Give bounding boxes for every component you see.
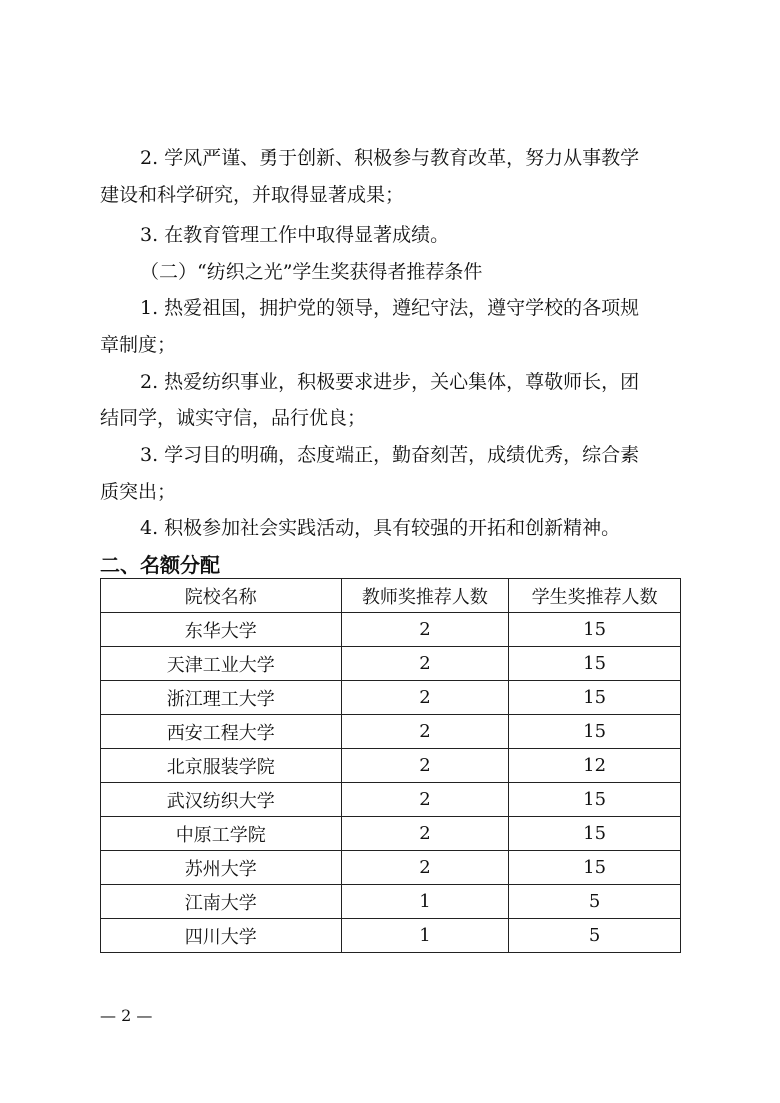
paragraph-line: 建设和科学研究，并取得显著成果；: [100, 184, 405, 206]
cell-school-name: 江南大学: [101, 885, 342, 919]
cell-student-quota: 12: [509, 749, 681, 783]
cell-teacher-quota: 2: [341, 647, 509, 681]
cell-teacher-quota: 2: [341, 681, 509, 715]
quota-table: [100, 578, 681, 953]
cell-student-quota: 15: [509, 783, 681, 817]
cell-teacher-quota: 2: [341, 851, 509, 885]
table-row: [101, 919, 681, 953]
cell-teacher-quota: 2: [341, 715, 509, 749]
paragraph-line: 章制度；: [100, 334, 177, 356]
cell-teacher-quota: 2: [341, 613, 509, 647]
cell-teacher-quota: 2: [341, 817, 509, 851]
cell-teacher-quota: 1: [341, 919, 509, 953]
table-row: [101, 681, 681, 715]
paragraph-line: 结同学，诚实守信，品行优良；: [100, 407, 367, 429]
cell-school-name: 武汉纺织大学: [101, 783, 342, 817]
column-header-student-quota: 学生奖推荐人数: [509, 579, 681, 613]
page-number: — 2 —: [100, 1006, 153, 1025]
cell-teacher-quota: 2: [341, 749, 509, 783]
column-header-teacher-quota: 教师奖推荐人数: [341, 579, 509, 613]
cell-student-quota: 5: [509, 919, 681, 953]
paragraph-line: 质突出；: [100, 481, 177, 503]
paragraph-line: 3. 在教育管理工作中取得显著成绩。: [140, 224, 450, 246]
table-row: [101, 885, 681, 919]
paragraph-line: 2. 热爱纺织事业，积极要求进步，关心集体，尊敬师长，团: [140, 371, 640, 393]
cell-student-quota: 15: [509, 817, 681, 851]
paragraph-line: 3. 学习目的明确，态度端正，勤奋刻苦，成绩优秀，综合素: [140, 444, 640, 466]
table-row: [101, 783, 681, 817]
column-header-school: 院校名称: [101, 579, 342, 613]
table-header-row: [101, 579, 681, 613]
cell-school-name: 四川大学: [101, 919, 342, 953]
cell-school-name: 浙江理工大学: [101, 681, 342, 715]
paragraph-line: 4. 积极参加社会实践活动，具有较强的开拓和创新精神。: [140, 517, 621, 539]
cell-school-name: 天津工业大学: [101, 647, 342, 681]
cell-student-quota: 15: [509, 647, 681, 681]
cell-student-quota: 15: [509, 613, 681, 647]
cell-student-quota: 15: [509, 715, 681, 749]
table-row: [101, 851, 681, 885]
cell-school-name: 东华大学: [101, 613, 342, 647]
section-heading: 二、名额分配: [100, 553, 220, 577]
table-row: [101, 613, 681, 647]
paragraph-line: 2. 学风严谨、勇于创新、积极参与教育改革，努力从事教学: [140, 147, 640, 169]
cell-student-quota: 5: [509, 885, 681, 919]
cell-student-quota: 15: [509, 851, 681, 885]
table-row: [101, 749, 681, 783]
cell-school-name: 北京服装学院: [101, 749, 342, 783]
table-row: [101, 715, 681, 749]
subsection-heading: （二）“纺织之光”学生奖获得者推荐条件: [140, 261, 483, 283]
cell-student-quota: 15: [509, 681, 681, 715]
table-row: [101, 647, 681, 681]
cell-teacher-quota: 2: [341, 783, 509, 817]
cell-school-name: 苏州大学: [101, 851, 342, 885]
table-row: [101, 817, 681, 851]
cell-school-name: 西安工程大学: [101, 715, 342, 749]
cell-teacher-quota: 1: [341, 885, 509, 919]
paragraph-line: 1. 热爱祖国，拥护党的领导，遵纪守法，遵守学校的各项规: [140, 297, 640, 319]
cell-school-name: 中原工学院: [101, 817, 342, 851]
